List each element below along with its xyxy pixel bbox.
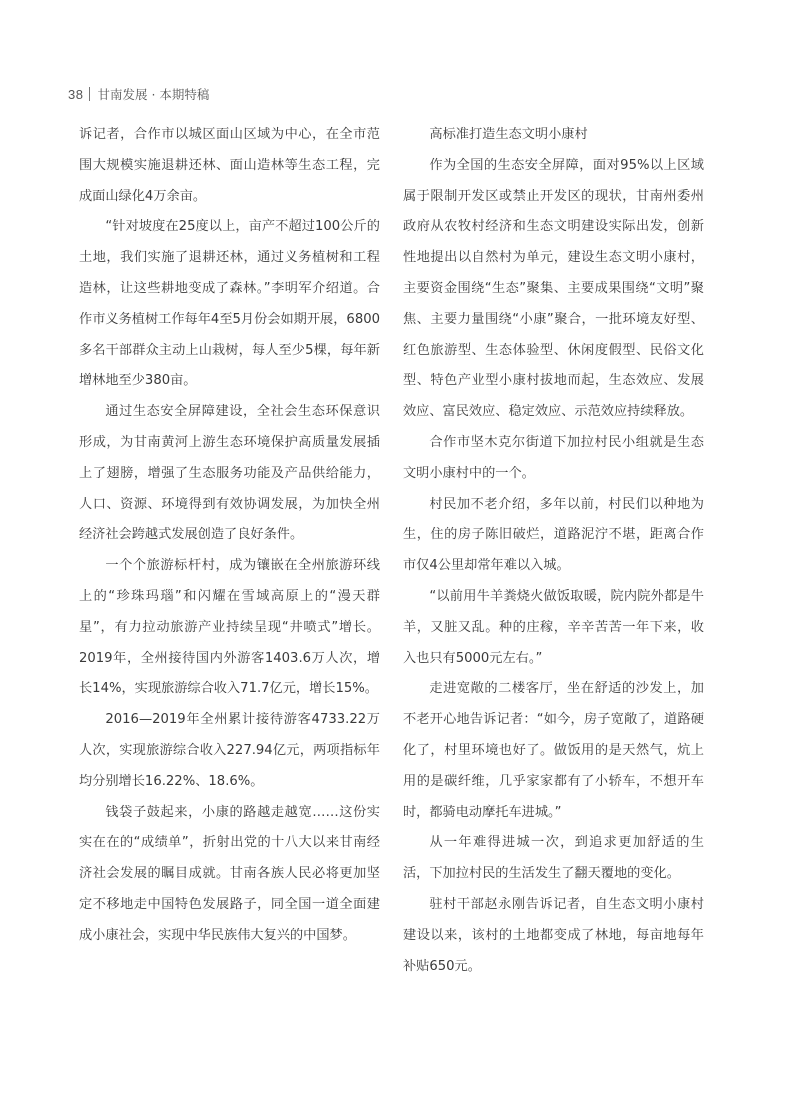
body-paragraph: 一个个旅游标杆村，成为镶嵌在全州旅游环线上的“珍珠玛瑙”和闪耀在雪域高原上的“漫天群星”，有力拉动旅游产业持续呈现“井喷式”增长。2019年，全州接待国内外游客1403.6万人次，增长14%，实现旅游综合收入71.7亿元，增长15%。 <box>79 558 380 697</box>
running-header <box>68 84 209 104</box>
body-paragraph: “针对坡度在25度以上，亩产不超过100公斤的土地，我们实施了退耕还林，通过义务植树和工程造林，让这些耕地变成了森林。”李明军介绍道。合作市义务植树工作每年4至5月份会如期开展，6800多名干部群众主动上山栽树，每人至少5棵，每年新增林地至少380亩。 <box>79 219 380 389</box>
body-paragraph: 钱袋子鼓起来，小康的路越走越宽……这份实实在在的“成绩单”，折射出党的十八大以来甘南经济社会发展的瞩目成就。甘南各族人民必将更加坚定不移地走中国特色发展路子，同全国一道全面建成小康社会，实现中华民族伟大复兴的中国梦。 <box>79 804 380 943</box>
body-paragraph: 走进宽敞的二楼客厅，坐在舒适的沙发上，加不老开心地告诉记者：“如今，房子宽敞了，道路硬化了，村里环境也好了。做饭用的是天然气，炕上用的是碳纤维，几乎家家都有了小轿车，不想开车时，都骑电动摩托车进城。” <box>403 681 704 820</box>
body-paragraph: 村民加不老介绍，多年以前，村民们以种地为生，住的房子陈旧破烂，道路泥泞不堪，距离合作市仅4公里却常年难以入城。 <box>403 496 704 574</box>
left-column <box>79 120 380 952</box>
right-column <box>403 120 704 982</box>
body-paragraph: 从一年难得进城一次，到追求更加舒适的生活，下加拉村民的生活发生了翻天覆地的变化。 <box>403 835 704 882</box>
body-paragraph: 诉记者，合作市以城区面山区域为中心，在全市范围大规模实施退耕还林、面山造林等生态工程，完成面山绿化4万余亩。 <box>79 127 380 204</box>
body-paragraph: 驻村干部赵永刚告诉记者，自生态文明小康村建设以来，该村的土地都变成了林地，每亩地每年补贴650元。 <box>403 896 704 974</box>
header-divider <box>89 87 90 101</box>
body-paragraph: 合作市坚木克尔街道下加拉村民小组就是生态文明小康村中的一个。 <box>403 434 704 481</box>
body-paragraph: “以前用牛羊粪烧火做饭取暖，院内院外都是牛羊，又脏又乱。种的庄稼，辛辛苦苦一年下来，收入也只有5000元左右。” <box>403 588 704 666</box>
subheading: 高标准打造生态文明小康村 <box>429 127 588 142</box>
body-paragraph: 2016—2019年全州累计接待游客4733.22万人次，实现旅游综合收入227.94亿元，两项指标年均分别增长16.22%、18.6%。 <box>79 712 380 789</box>
body-paragraph: 作为全国的生态安全屏障，面对95%以上区域属于限制开发区或禁止开发区的现状，甘南州委州政府从农牧村经济和生态文明建设实际出发，创新性地提出以自然村为单元，建设生态文明小康村，主要资金围绕“生态”聚集、主要成果围绕“文明”聚焦、主要力量围绕“小康”聚合，一批环境友好型、红色旅游型、生态体验型、休闲度假型、民俗文化型、特色产业型小康村拔地而起，生态效应、发展效应、富民效应、稳定效应、示范效应持续释放。 <box>403 157 704 420</box>
section-title: 甘南发展 · 本期特稿 <box>97 87 210 102</box>
page-number: 38 <box>68 86 84 102</box>
body-paragraph: 通过生态安全屏障建设，全社会生态环保意识形成，为甘南黄河上游生态环境保护高质量发展插上了翅膀，增强了生态服务功能及产品供给能力，人口、资源、环境得到有效协调发展，为加快全州经济社会跨越式发展创造了良好条件。 <box>79 404 380 543</box>
